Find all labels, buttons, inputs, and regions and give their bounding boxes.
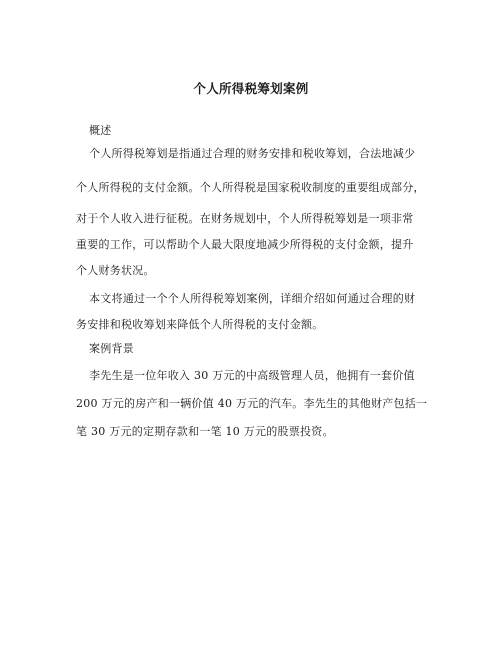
section-heading-overview: 概述 — [89, 124, 112, 137]
paragraph-line: 个人所得税筹划是指通过合理的财务安排和税收筹划，合法地减少 — [89, 147, 416, 160]
paragraph-line: 重要的工作，可以帮助个人最大限度地减少所得税的支付金额，提升 — [76, 238, 414, 251]
document-title: 个人所得税筹划案例 — [193, 81, 309, 96]
paragraph-line: 个人所得税的支付金额。个人所得税是国家税收制度的重要组成部分， — [76, 181, 425, 194]
paragraph-line: 对于个人收入进行征税。在财务规划中，个人所得税筹划是一项非常 — [76, 212, 414, 225]
paragraph-line: 200 万元的房产和一辆价值 40 万元的汽车。李先生的其他财产包括一 — [76, 397, 428, 410]
paragraph-line: 笔 30 万元的定期存款和一笔 10 万元的股票投资。 — [76, 425, 334, 438]
paragraph-line: 李先生是一位年收入 30 万元的中高级管理人员，他拥有一套价值 — [89, 369, 415, 382]
paragraph-line: 个人财务状况。 — [76, 264, 155, 277]
paragraph-line: 务安排和税收筹划来降低个人所得税的支付金额。 — [76, 318, 324, 331]
section-heading-background: 案例背景 — [89, 342, 134, 355]
paragraph-line: 本文将通过一个个人所得税筹划案例，详细介绍如何通过合理的财 — [89, 292, 416, 305]
